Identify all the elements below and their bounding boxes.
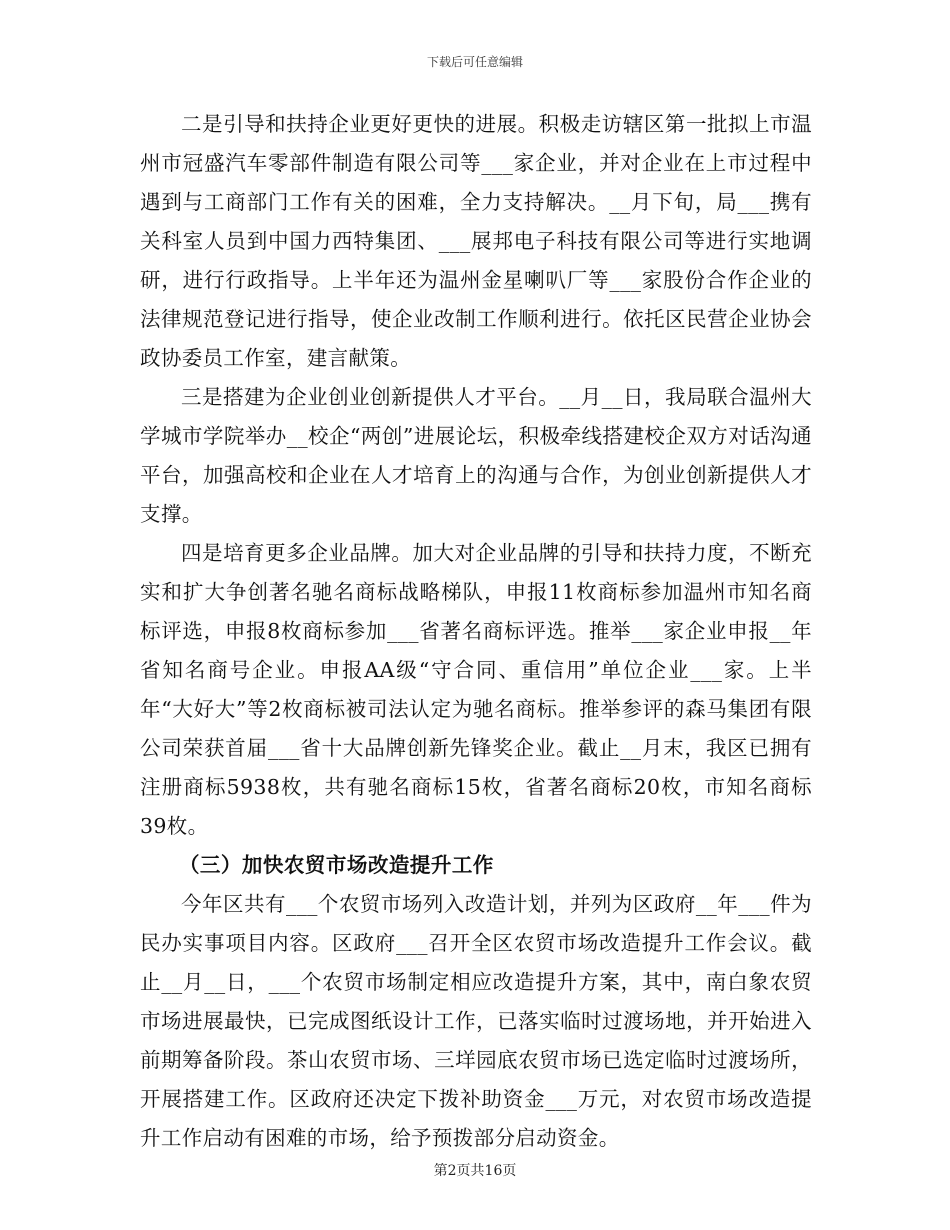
page-number: 第2页共16页 xyxy=(433,1163,517,1179)
paragraph-enterprise-support: 二是引导和扶持企业更好更快的进展。积极走访辖区第一批拟上市温州市冠盛汽车零部件制造有限公司等___家企业，并对企业在上市过程中遇到与工商部门工作有关的困难，全力支持解决。__月下旬，局___携有关科室人员到中国力西特集团、___展邦电子科技有限公司等进行实地调研，进行行政指导。上半年还为温州金星喇叭厂等___家股份合作企业的法律规范登记进行指导，使企业改制工作顺利进行。依托区民营企业协会政协委员工作室，建言献策。 xyxy=(140,112,812,370)
header-note: 下载后可任意编辑 xyxy=(426,55,523,69)
section-heading: （三）加快农贸市场改造提升工作 xyxy=(178,853,494,877)
paragraph-talent-platform: 三是搭建为企业创业创新提供人才平台。__月__日，我局联合温州大学城市学院举办__校企“两创”进展论坛，积极牵线搭建校企双方对话沟通平台，加强高校和企业在人才培育上的沟通与合作，为创业创新提供人才支撑。 xyxy=(140,385,812,526)
paragraph-brand-cultivation: 四是培育更多企业品牌。加大对企业品牌的引导和扶持力度，不断充实和扩大争创著名驰名商标战略梯队，申报11枚商标参加温州市知名商标评选，申报8枚商标参加___省著名商标评选。推举___家企业申报__年省知名商号企业。申报AA级“守合同、重信用”单位企业___家。上半年“大好大”等2枚商标被司法认定为驰名商标。推举参评的森马集团有限公司荣获首届___省十大品牌创新先锋奖企业。截止__月末，我区已拥有注册商标5938枚，共有驰名商标15枚，省著名商标20枚，市知名商标39枚。 xyxy=(140,541,812,838)
document-body xyxy=(140,105,812,1158)
paragraph-market-upgrade: 今年区共有___个农贸市场列入改造计划，并列为区政府__年___件为民办实事项目内容。区政府___召开全区农贸市场改造提升工作会议。截止__月__日，___个农贸市场制定相应改造提升方案，其中，南白象农贸市场进展最快，已完成图纸设计工作，已落实临时过渡场地，并开始进入前期筹备阶段。茶山农贸市场、三垟园底农贸市场已选定临时过渡场所，开展搭建工作。区政府还决定下拨补助资金___万元，对农贸市场改造提升工作启动有困难的市场，给予预拨部分启动资金。 xyxy=(140,892,812,1150)
